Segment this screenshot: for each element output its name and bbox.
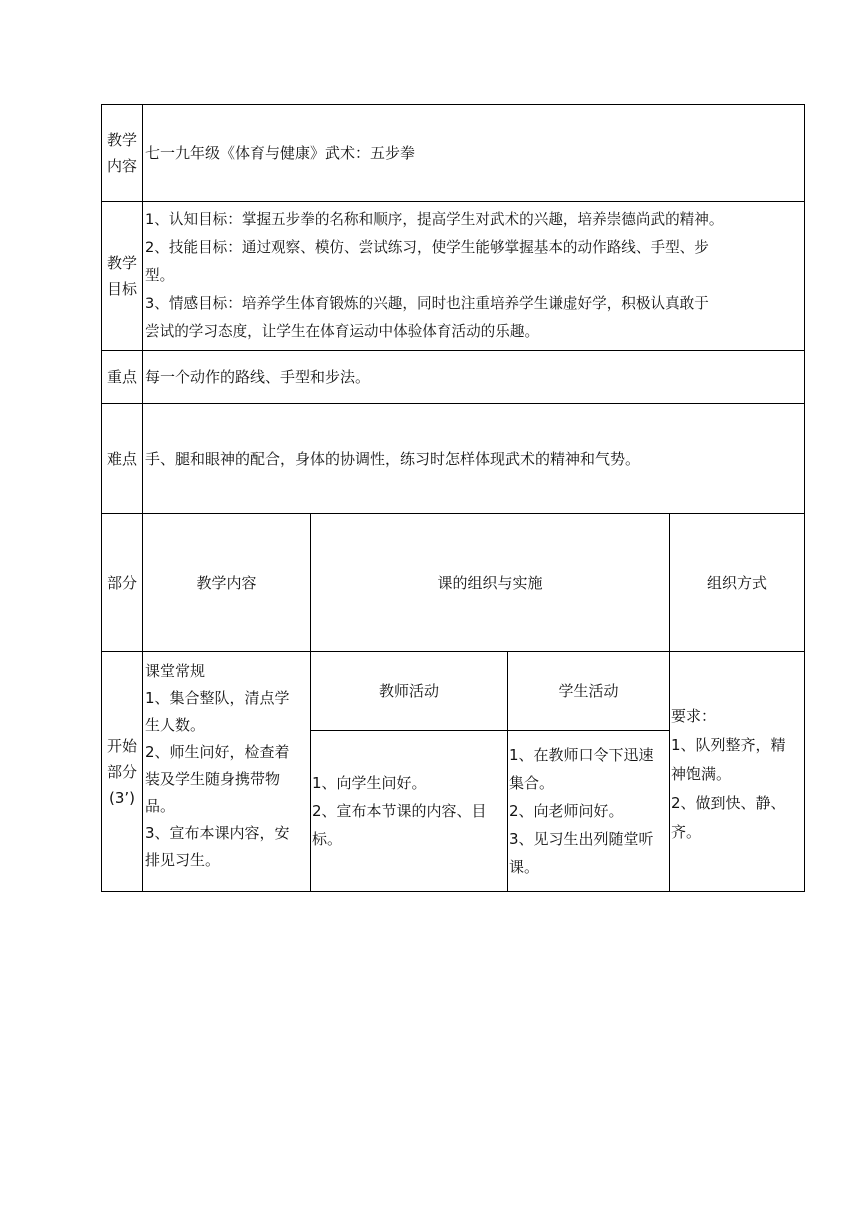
student-activities (509, 741, 669, 889)
difficulties-text: 手、腿和眼神的配合，身体的协调性，练习时怎样体现武术的精神和气势。 (145, 449, 641, 468)
student-activity-line-1: 1、在教师口令下迅速 (509, 746, 654, 764)
method-line-3: 神饱满。 (671, 765, 732, 783)
header-method: 组织方式 (706, 573, 767, 592)
header-content: 教学内容 (196, 573, 257, 592)
student-activity-header: 学生活动 (558, 682, 619, 700)
start-content-line-8: 排见习生。 (145, 851, 221, 869)
teaching-content-label-line2: 内容 (106, 157, 137, 175)
student-activity-line-4: 3、见习生出列随堂听 (509, 830, 654, 848)
teaching-content-text: 七一九年级《体育与健康》武术：五步拳 (145, 144, 416, 162)
teaching-content-label-line1: 教学 (106, 131, 137, 149)
header-part: 部分 (106, 573, 137, 592)
header-organization: 课的组织与实施 (437, 573, 543, 592)
start-part-line3: (3’) (108, 788, 135, 807)
start-content-line-5: 装及学生随身携带物 (145, 770, 281, 788)
student-activity-line-5: 课。 (509, 858, 540, 876)
teacher-activity-line-1: 1、向学生问好。 (312, 774, 427, 792)
objective-line-1: 1、认知目标：掌握五步拳的名称和顺序，提高学生对武术的兴趣，培养崇德尚武的精神。 (145, 211, 724, 228)
start-content-line-1: 课堂常规 (145, 662, 206, 680)
teacher-activity-header: 教师活动 (378, 682, 439, 700)
start-content-line-4: 2、师生问好，检查着 (145, 743, 290, 761)
objective-line-3: 型。 (145, 267, 175, 284)
method-line-2: 1、队列整齐，精 (671, 736, 786, 754)
teacher-activities (312, 731, 507, 891)
table-border-bottom (101, 891, 805, 892)
difficulties-label: 难点 (106, 449, 137, 468)
method-line-1: 要求： (671, 707, 717, 725)
key-points-text: 每一个动作的路线、手型和步法。 (145, 368, 371, 386)
start-content (145, 658, 309, 888)
method-line-4: 2、做到快、静、 (671, 794, 786, 812)
start-content-line-6: 品。 (145, 797, 176, 815)
objective-line-5: 尝试的学习态度，让学生在体育运动中体验体育活动的乐趣。 (145, 323, 540, 340)
objective-line-4: 3、情感目标：培养学生体育锻炼的兴趣，同时也注重培养学生谦虚好学，积极认真敢于 (145, 295, 709, 312)
table-border-right (804, 104, 805, 892)
start-part-line2: 部分 (106, 762, 137, 781)
start-part-label (102, 652, 142, 891)
start-content-line-7: 3、宣布本课内容，安 (145, 824, 290, 842)
start-part-line1: 开始 (106, 736, 137, 755)
student-activity-line-2: 集合。 (509, 774, 555, 792)
objectives-label-line1: 教学 (106, 254, 137, 272)
table-rule-1 (101, 201, 805, 202)
objectives-label-line2: 目标 (106, 280, 137, 298)
method-line-5: 齐。 (671, 823, 702, 841)
organization-method (671, 702, 804, 852)
teacher-activity-line-2: 2、宣布本节课的内容、目 (312, 802, 487, 820)
start-content-line-2: 1、集合整队，清点学 (145, 689, 290, 707)
objectives-label (102, 202, 142, 350)
student-activity-line-3: 2、向老师问好。 (509, 802, 624, 820)
teaching-content-label (102, 105, 142, 201)
teacher-activity-line-3: 标。 (312, 830, 343, 848)
objective-line-2: 2、技能目标：通过观察、模仿、尝试练习，使学生能够掌握基本的动作路线、手型、步 (145, 239, 709, 256)
table-col-label-divider (142, 104, 143, 892)
start-content-line-3: 生人数。 (145, 716, 206, 734)
objectives-text (145, 206, 803, 348)
key-points-label: 重点 (106, 368, 137, 386)
